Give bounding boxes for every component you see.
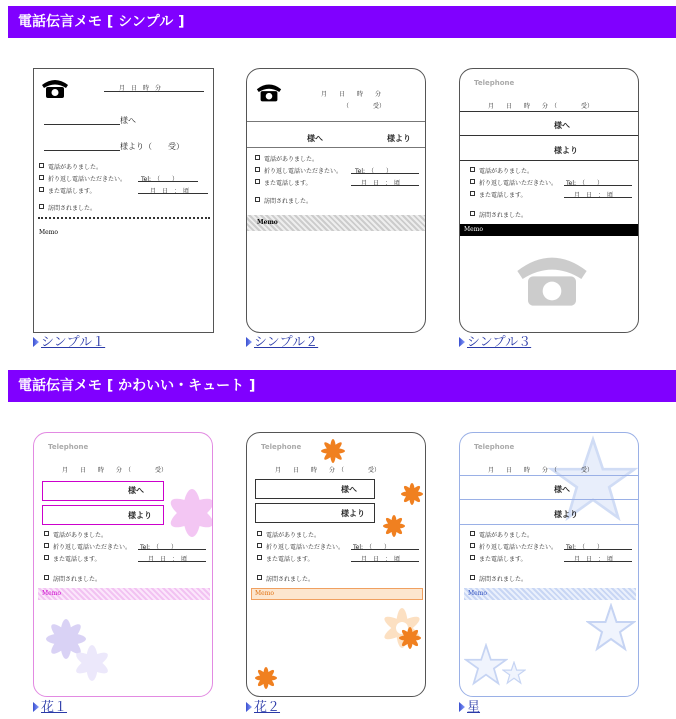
star-decoration (502, 661, 526, 685)
telephone-icon (512, 249, 592, 309)
arrow-icon (459, 702, 465, 712)
link-simple-2[interactable]: シンプル２ (246, 334, 318, 352)
flower-decoration (38, 611, 118, 691)
link-simple-3[interactable]: シンプル３ (459, 334, 531, 352)
arrow-icon (459, 337, 465, 347)
star-decoration (586, 603, 636, 653)
link-star[interactable]: 星 (459, 699, 480, 717)
arrow-icon (33, 337, 39, 347)
telephone-icon (40, 77, 70, 99)
telephone-icon (255, 81, 283, 103)
flower-icon (381, 513, 407, 539)
link-flower-2[interactable]: 花２ (246, 699, 280, 717)
arrow-icon (33, 702, 39, 712)
memo-card-flower-2[interactable]: Telephone 月 日 時 分 （ 受） 様へ 様より 電話がありました。 折り返し電話いただきたい。 Tel: （ ） また電話します。 月 日 ： 頃 訪問されました。 Memo (246, 432, 426, 697)
memo-card-simple-3[interactable]: Telephone 月 日 時 分 （ 受） 様へ 様より 電話がありました。 折り返し電話いただきたい。 Tel: （ ） また電話します。 月 日 ： 頃 訪問されました。 Memo (459, 68, 639, 333)
arrow-icon (246, 337, 252, 347)
memo-card-flower-1[interactable]: Telephone 月 日 時 分 （ 受） 様へ 様より 電話がありました。 折り返し電話いただきたい。 Tel: （ ） また電話します。 月 日 ： 頃 訪問されました。 Memo (33, 432, 213, 697)
link-flower-1[interactable]: 花１ (33, 699, 67, 717)
memo-card-simple-1[interactable]: 月 日 時 分 様へ 様より（ 受） 電話がありました。 折り返し電話いただきたい。 Tel: （ ） また電話します。 月 日 ： 頃 訪問されました。 Memo (33, 68, 214, 333)
memo-card-star[interactable]: Telephone 月 日 時 分 （ 受） 様へ 様より 電話がありました。 折り返し電話いただきたい。 Tel: （ ） また電話します。 月 日 ： 頃 訪問されました。 Memo (459, 432, 639, 697)
flower-icon (253, 665, 279, 691)
arrow-icon (246, 702, 252, 712)
link-simple-1[interactable]: シンプル１ (33, 334, 105, 352)
section-header-cute: 電話伝言メモ [ かわいい・キュート ] (8, 370, 676, 402)
flower-icon (399, 481, 425, 507)
section-header-simple: 電話伝言メモ [ シンプル ] (8, 6, 676, 38)
memo-card-simple-2[interactable]: 月 日 時 分 （ 受） 様へ 様より 電話がありました。 折り返し電話いただきたい。 Tel: （ ） また電話します。 月 日 ： 頃 訪問されました。 Memo (246, 68, 426, 333)
flower-icon (397, 625, 423, 651)
flower-icon (319, 437, 347, 465)
